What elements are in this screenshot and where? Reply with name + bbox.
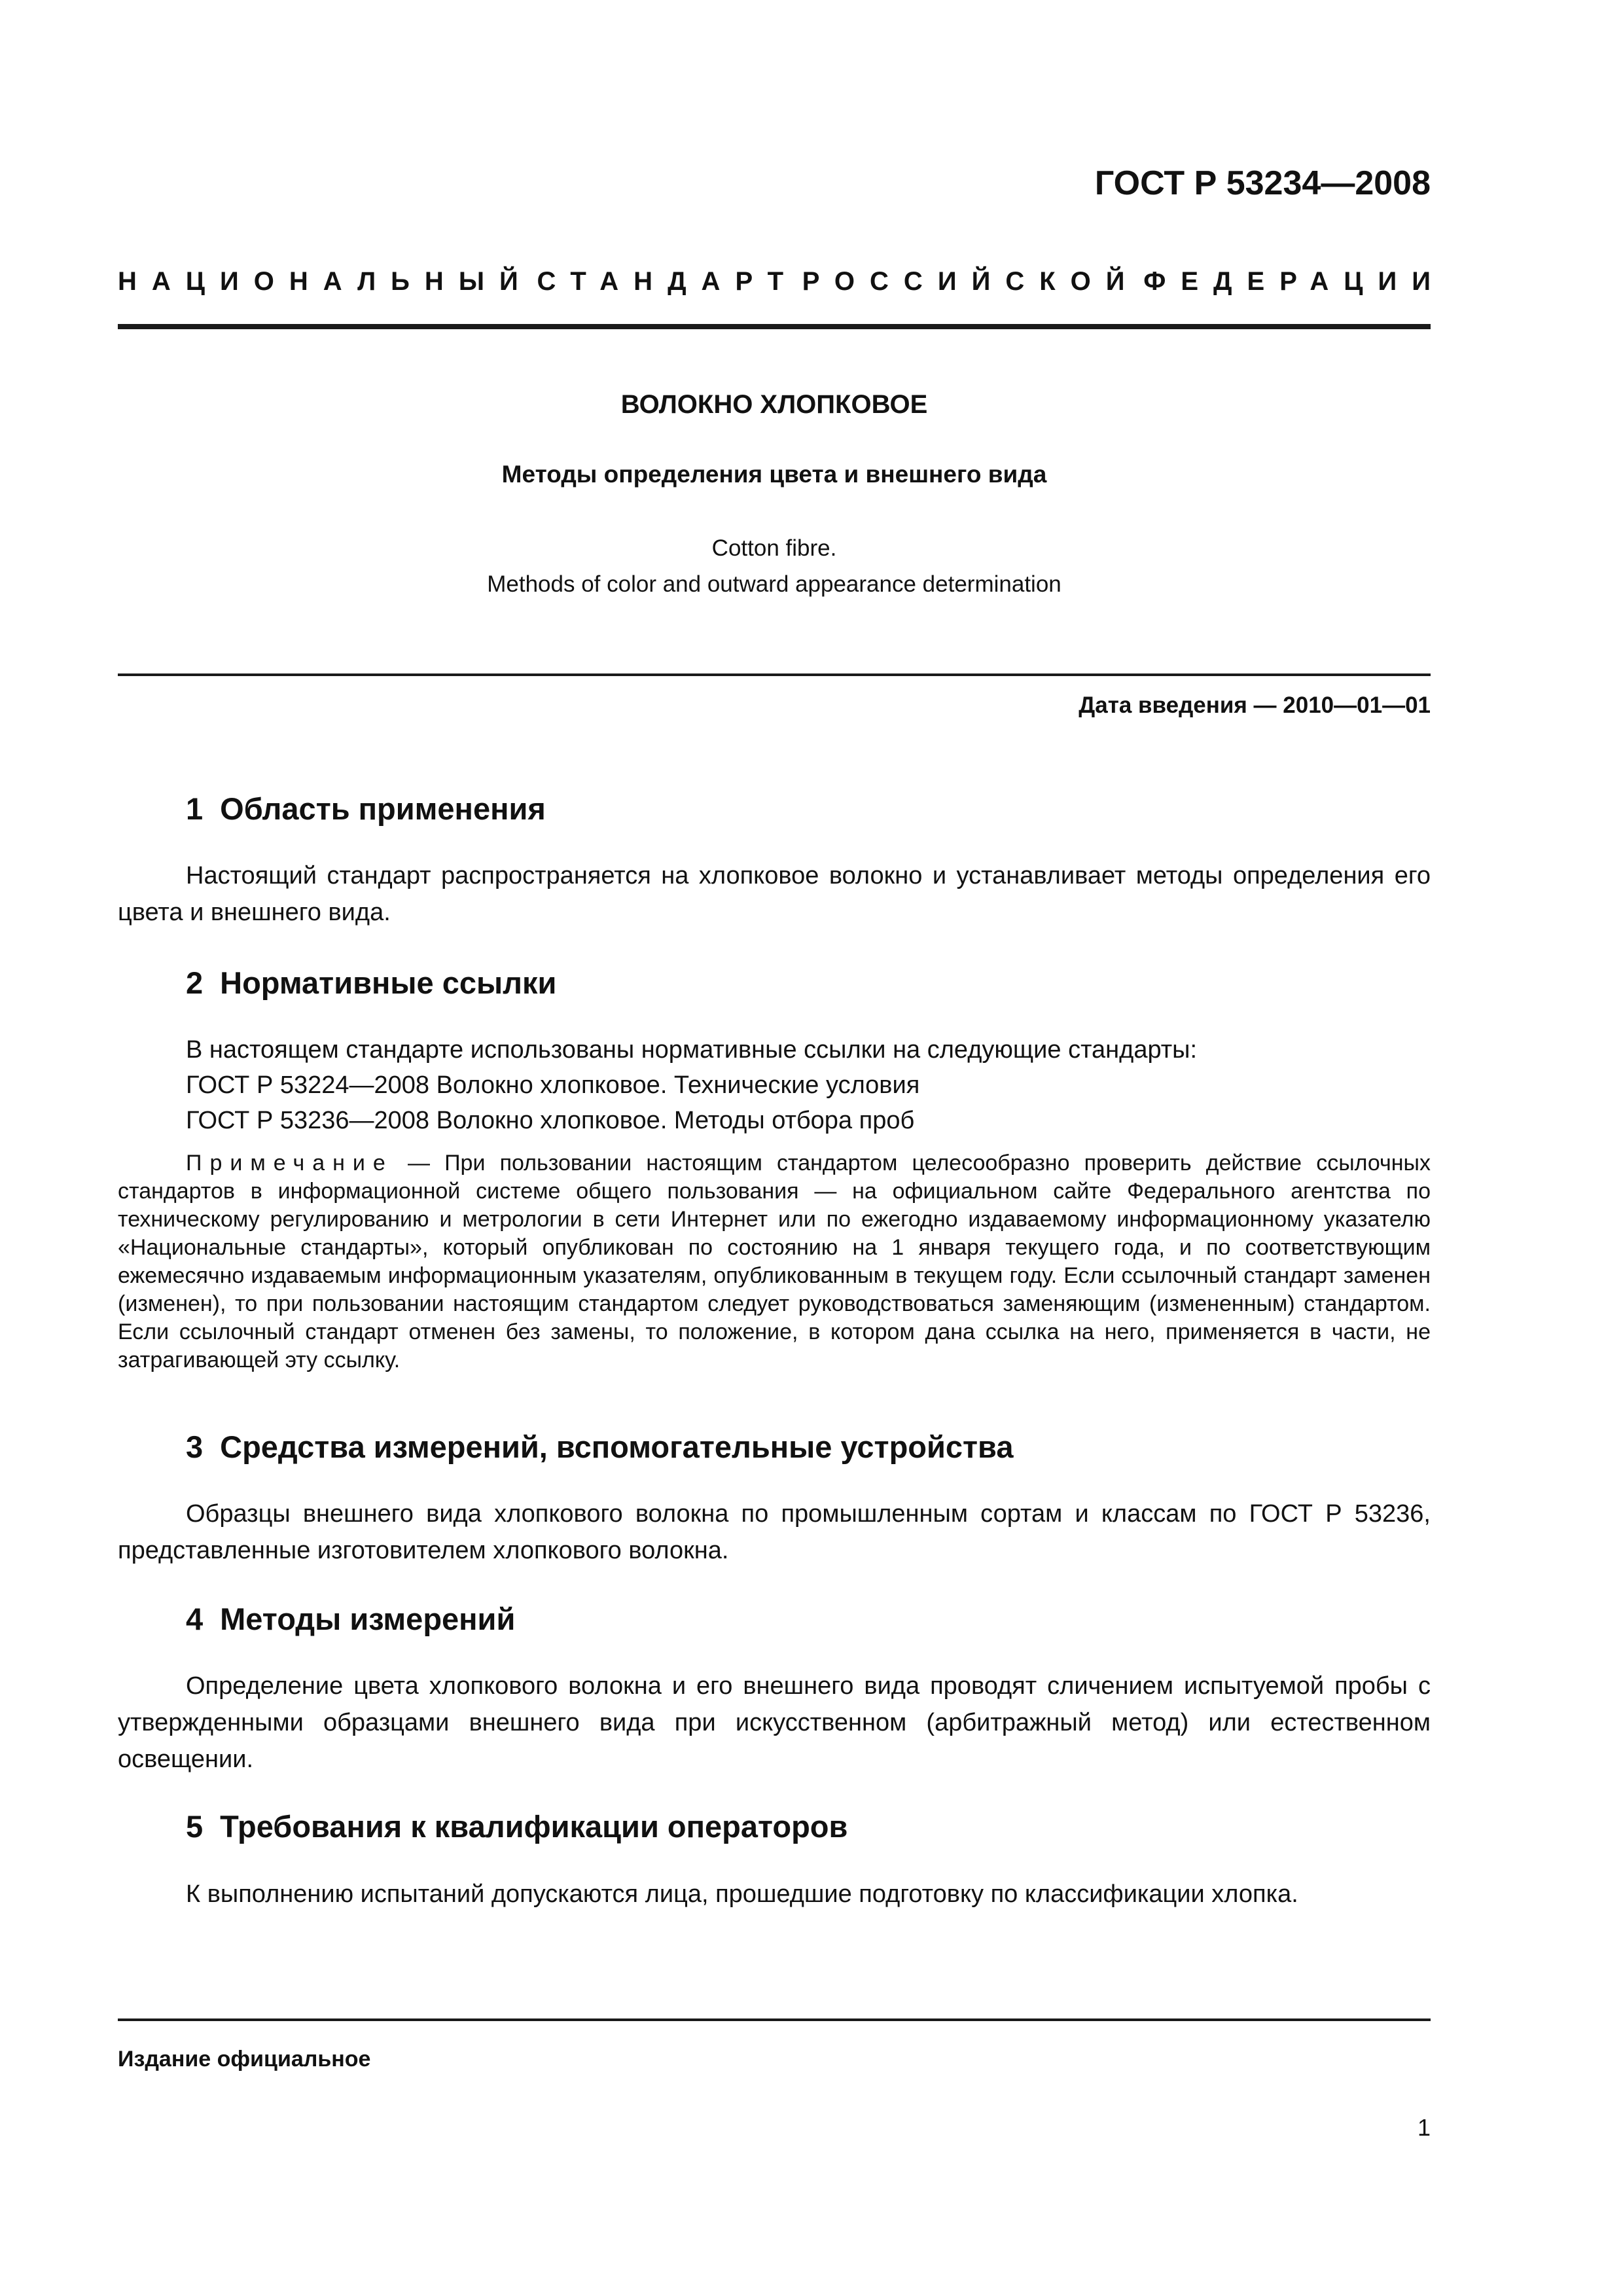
national-standard-banner — [118, 267, 1446, 296]
section-number: 3 — [186, 1429, 204, 1464]
section-heading — [186, 1429, 1013, 1465]
reference-item: ГОСТ Р 53236—2008 Волокно хлопковое. Методы отбора проб — [186, 1107, 915, 1134]
official-edition-label: Издание официальное — [118, 2047, 371, 2072]
section-number: 5 — [186, 1809, 204, 1844]
banner-word: НАЦИОНАЛЬНЫЙ — [118, 267, 533, 296]
banner-word: СТАНДАРТ — [537, 267, 799, 296]
section-title: Нормативные ссылки — [220, 965, 557, 1000]
section-number: 1 — [186, 791, 204, 826]
document-subtitle: Методы определения цвета и внешнего вида — [501, 461, 1047, 488]
banner-word: ФЕДЕРАЦИИ — [1143, 267, 1446, 296]
footer-divider — [118, 2018, 1431, 2021]
section-heading — [186, 1808, 847, 1844]
reference-item: ГОСТ Р 53224—2008 Волокно хлопковое. Технические условия — [186, 1071, 920, 1099]
document-number: ГОСТ Р 53234—2008 — [1094, 164, 1431, 202]
section-number: 4 — [186, 1602, 204, 1636]
title-divider — [118, 673, 1431, 676]
note-label: Примечание — [186, 1151, 393, 1175]
english-title — [118, 530, 1431, 602]
section-paragraph: Определение цвета хлопкового волокна и его внешнего вида проводят сличением испытуемой пробы с утвержденными образцами внешнего вида при искусственном (арбитражный метод) или естественном освещении. — [118, 1672, 1431, 1773]
english-title-line: Methods of color and outward appearance determination — [487, 571, 1061, 597]
section-title: Требования к квалификации операторов — [220, 1809, 848, 1844]
header-divider — [118, 324, 1431, 329]
section-title: Область применения — [220, 791, 546, 826]
banner-word: РОССИЙСКОЙ — [802, 267, 1140, 296]
note-text: — При пользовании настоящим стандартом целесообразно проверить действие ссылочных стандартов в информационной системе общего пользования — на официальном сайте Федерального агентства по техническому регулированию и метрологии в сети Интернет или по ежегодно издаваемому информационному указателю «Национальные стандарты», который опубликован по состоянию на 1 января текущего года, и по соответствующим ежемесячно издаваемым информационным указателям, опубликованным в текущем году. Если ссылочный стандарт заменен (изменен), то при пользовании настоящим стандартом следует руководствоваться заменяющим (измененным) стандартом. Если ссылочный стандарт отменен без замены, то положение, в котором дана ссылка на него, применяется в части, не затрагивающей эту ссылку. — [118, 1151, 1431, 1372]
introduction-date: Дата введения — 2010—01—01 — [1079, 692, 1431, 718]
note-paragraph — [118, 1149, 1431, 1374]
section-paragraph: Настоящий стандарт распространяется на хлопковое волокно и устанавливает методы определения его цвета и внешнего вида. — [118, 862, 1431, 926]
section-title: Средства измерений, вспомогательные устройства — [220, 1429, 1014, 1464]
page-number: 1 — [1417, 2114, 1431, 2141]
section-paragraph: К выполнению испытаний допускаются лица, прошедшие подготовку по классификации хлопка. — [186, 1880, 1298, 1908]
section-heading — [186, 1601, 515, 1637]
english-title-line: Cotton fibre. — [711, 535, 837, 561]
section-heading — [186, 965, 556, 1001]
section-paragraph: Образцы внешнего вида хлопкового волокна по промышленным сортам и классам по ГОСТ Р 53236, представленные изготовителем хлопкового волокна. — [118, 1500, 1431, 1564]
section-title: Методы измерений — [220, 1602, 516, 1636]
section-number: 2 — [186, 965, 204, 1000]
references-intro: В настоящем стандарте использованы нормативные ссылки на следующие стандарты: — [186, 1036, 1198, 1064]
section-heading — [186, 791, 546, 827]
document-title: ВОЛОКНО ХЛОПКОВОЕ — [620, 390, 928, 419]
